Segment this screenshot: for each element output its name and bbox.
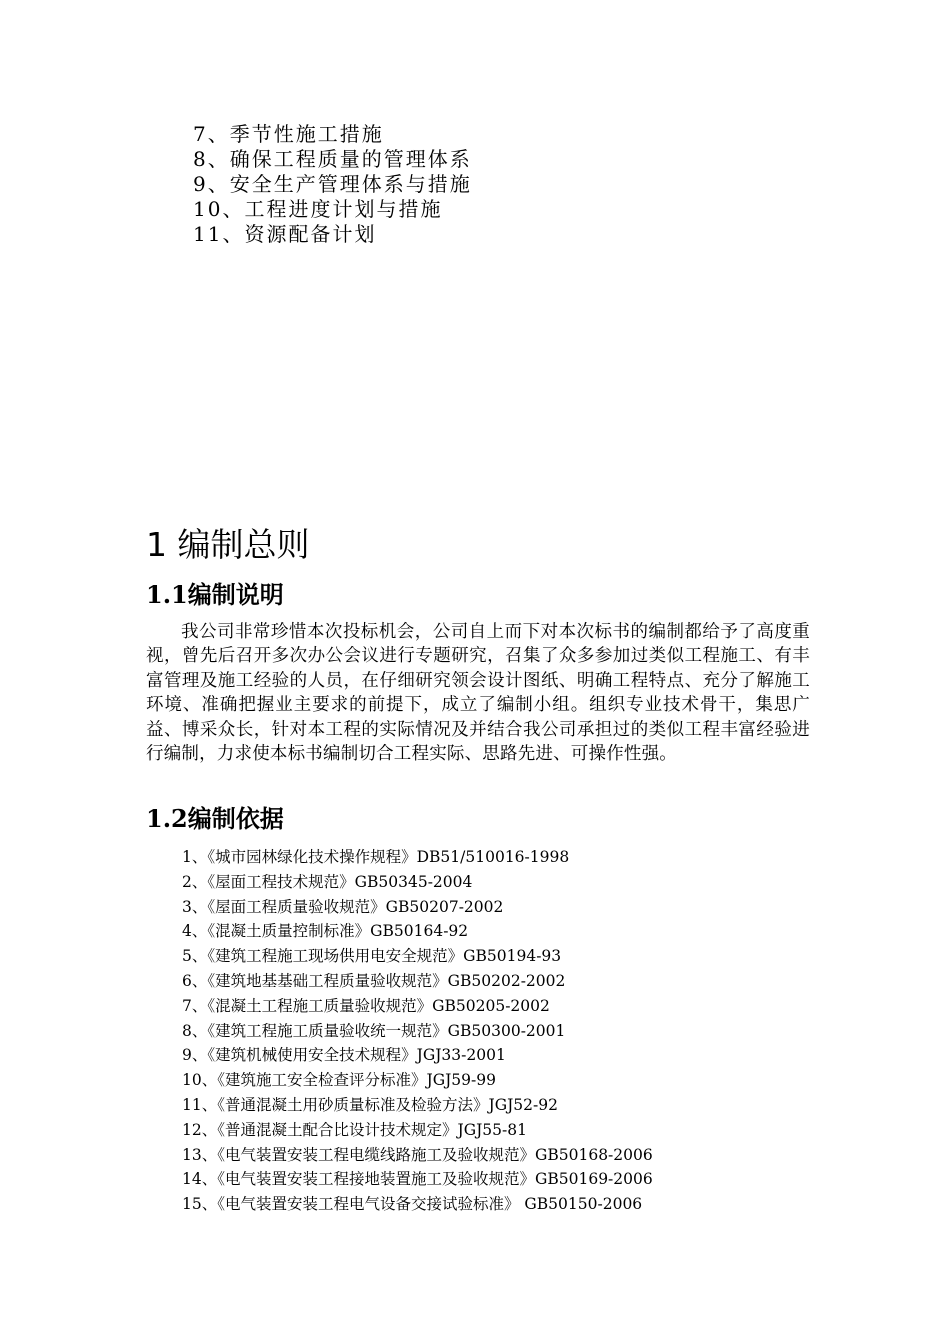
list-item: 13、《电气装置安装工程电缆线路施工及验收规范》GB50168-2006 [182,1145,653,1164]
toc-item: 8、确保工程质量的管理体系 [193,147,472,171]
list-item: 4、《混凝土质量控制标准》GB50164-92 [182,922,469,941]
list-item: 2、《屋面工程技术规范》GB50345-2004 [182,872,473,891]
toc-item: 11、资源配备计划 [193,222,377,246]
list-item: 6、《建筑地基基础工程质量验收规范》GB50202-2002 [182,971,566,990]
list-item: 5、《建筑工程施工现场供用电安全规范》GB50194-93 [182,947,562,966]
list-item: 11、《普通混凝土用砂质量标准及检验方法》JGJ52-92 [182,1095,558,1114]
toc-item: 10、工程进度计划与措施 [193,197,443,221]
reference-standards-list [182,845,653,1217]
list-item: 7、《混凝土工程施工质量验收规范》GB50205-2002 [182,996,550,1015]
list-item: 1、《城市园林绿化技术操作规程》DB51/510016-1998 [182,848,570,866]
list-item: 10、《建筑施工安全检查评分标准》JGJ59-99 [182,1071,496,1090]
list-item: 12、《普通混凝土配合比设计技术规定》JGJ55-81 [182,1120,527,1139]
table-of-contents [193,122,472,247]
list-item: 15、《电气装置安装工程电气设备交接试验标准》 GB50150-2006 [182,1195,643,1214]
list-item: 3、《屋面工程质量验收规范》GB50207-2002 [182,897,504,916]
list-item: 9、《建筑机械使用安全技术规程》JGJ33-2001 [182,1046,506,1065]
section-title-compilation-basis: 1.2编制依据 [146,804,284,833]
list-item: 14、《电气装置安装工程接地装置施工及验收规范》GB50169-2006 [182,1170,653,1189]
toc-item: 9、安全生产管理体系与措施 [193,172,472,196]
toc-item: 7、季节性施工措施 [193,122,384,146]
section-body-paragraph: 我公司非常珍惜本次投标机会，公司自上而下对本次标书的编制都给予了高度重视，曾先后召开多次办公会议进行专题研究，召集了众多参加过类似工程施工、有丰富管理及施工经验的人员，在仔细研究领会设计图纸、明确工程特点、充分了解施工环境、准确把握业主要求的前提下，成立了编制小组。组织专业技术骨干，集思广益、博采众长，针对本工程的实际情况及并结合我公司承担过的类似工程丰富经验进行编制，力求使本标书编制切合工程实际、思路先进、可操作性强。 [146,622,810,765]
chapter-title: 1 编制总则 [146,525,310,564]
section-title-compilation-notes: 1.1编制说明 [146,580,284,609]
list-item: 8、《建筑工程施工质量验收统一规范》GB50300-2001 [182,1021,566,1040]
